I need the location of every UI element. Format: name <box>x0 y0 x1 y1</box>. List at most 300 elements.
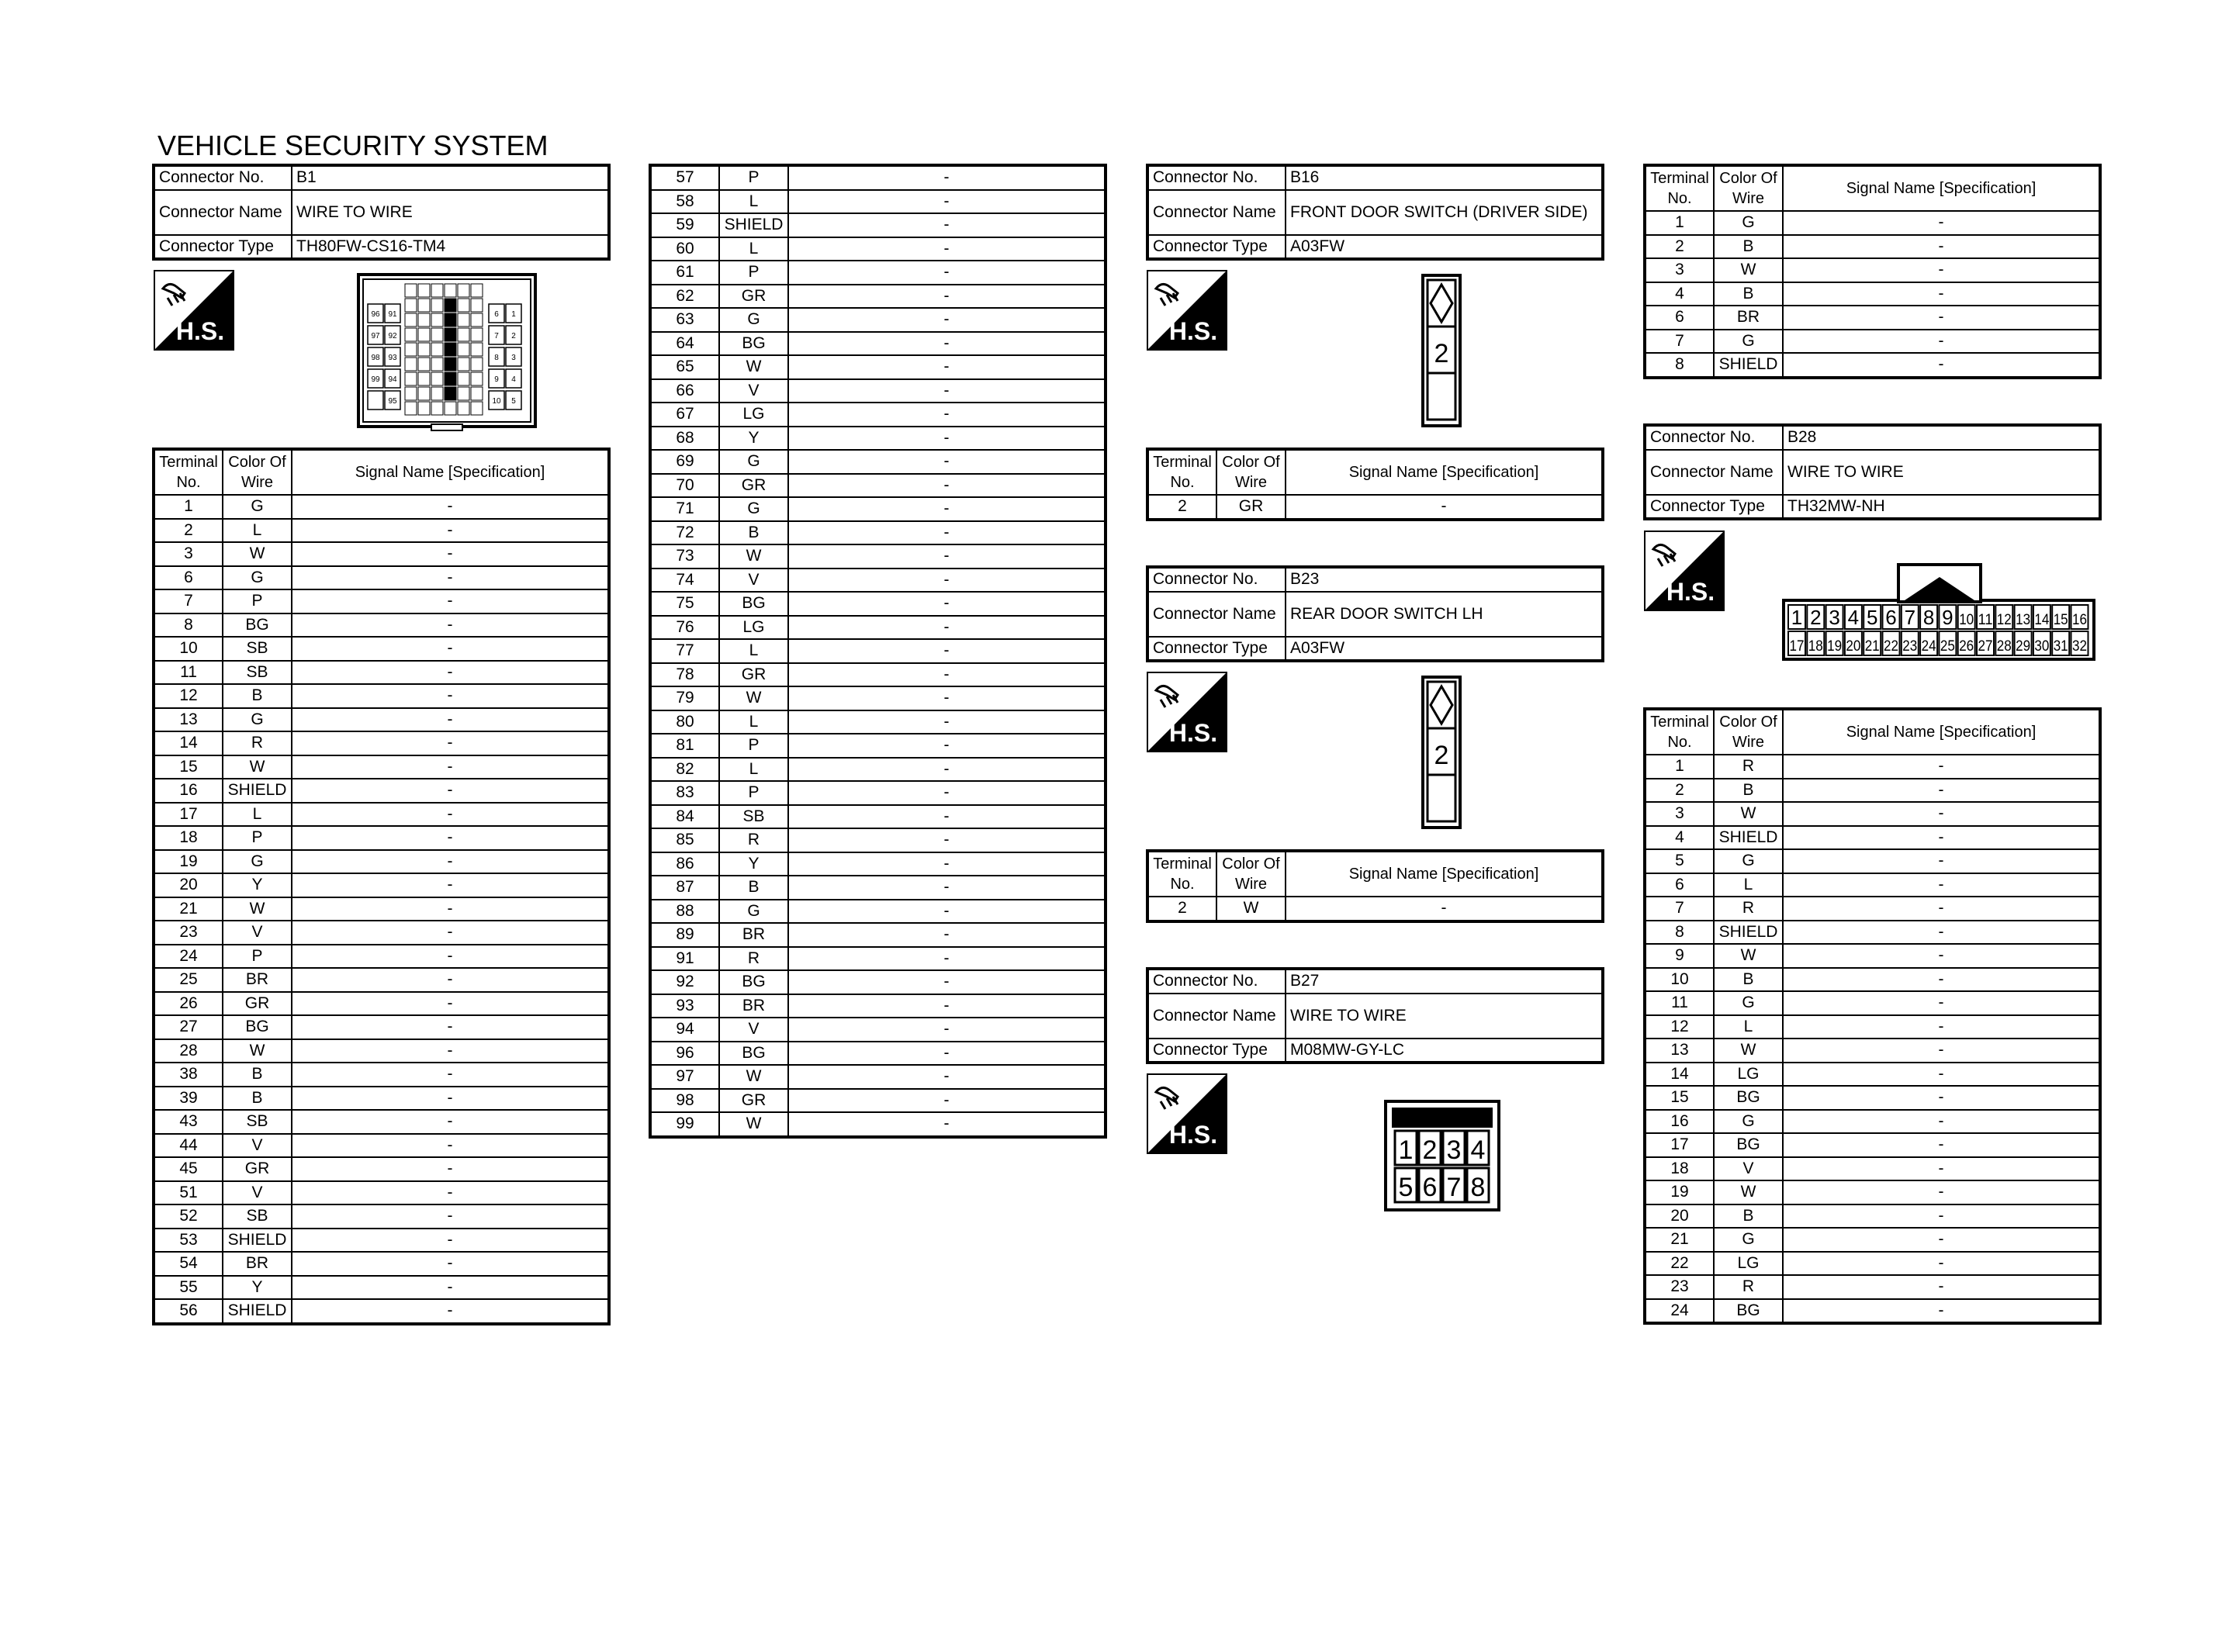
cavity-label: 11 <box>1978 612 1993 628</box>
cavity <box>458 328 469 341</box>
cavity-label: 9 <box>1942 606 1954 629</box>
wire-color-cell: W <box>223 755 292 779</box>
cavity <box>431 313 443 327</box>
terminal-cell: 7 <box>1645 330 1714 354</box>
terminal-cell: 88 <box>650 900 719 924</box>
header-terminal: Terminal No. <box>1147 851 1216 897</box>
terminal-cell: 2 <box>1147 897 1216 921</box>
table-row <box>650 758 1106 782</box>
signal-cell: - <box>292 1134 609 1158</box>
wire-color-cell: W <box>719 686 788 710</box>
wire-color-cell: BR <box>719 994 788 1018</box>
connector-diagram-b28 <box>1782 562 2095 661</box>
terminal-cell: 18 <box>154 826 223 850</box>
signal-cell: - <box>292 1087 609 1111</box>
wire-color-cell: BG <box>223 613 292 638</box>
cavity-label: 27 <box>1978 638 1993 655</box>
table-row <box>650 900 1106 924</box>
terminal-cell: 6 <box>1645 306 1714 330</box>
signal-cell: - <box>292 589 609 613</box>
cavity <box>431 328 443 341</box>
wire-color-cell: W <box>1714 802 1783 826</box>
wire-color-cell: V <box>719 379 788 403</box>
table-row <box>1645 306 2100 330</box>
signal-cell: - <box>292 1299 609 1324</box>
wire-color-cell: SHIELD <box>223 1229 292 1253</box>
table-row <box>650 1112 1106 1137</box>
terminal-cell: 68 <box>650 427 719 451</box>
terminal-cell: 24 <box>1645 1299 1714 1324</box>
wire-color-cell: W <box>223 1039 292 1063</box>
terminal-cell: 10 <box>154 637 223 661</box>
wire-color-cell: G <box>719 497 788 521</box>
table-row <box>1645 991 2100 1015</box>
header-color: Color Of Wire <box>1216 449 1286 495</box>
terminal-cell: 99 <box>650 1112 719 1137</box>
cavity-label: 14 <box>2034 612 2050 628</box>
label-connector-no: Connector No. <box>1645 425 1783 450</box>
cavity <box>405 284 417 297</box>
label-connector-name: Connector Name <box>1147 592 1286 637</box>
harness-side-icon <box>1147 270 1227 351</box>
header-color: Color Of Wire <box>1714 165 1783 211</box>
terminal-cell: 70 <box>650 474 719 498</box>
cavity-label: 6 <box>1885 606 1897 629</box>
wire-color-cell: SB <box>223 637 292 661</box>
table-row <box>1645 1063 2100 1087</box>
terminal-cell: 28 <box>154 1039 223 1063</box>
terminal-cell: 17 <box>154 803 223 827</box>
pin-table-b23 <box>1146 849 1604 923</box>
signal-cell: - <box>292 850 609 874</box>
terminal-cell: 1 <box>154 495 223 519</box>
wire-color-cell: Y <box>719 427 788 451</box>
cavity <box>418 387 430 400</box>
signal-cell: - <box>1783 944 2100 968</box>
wire-color-cell: W <box>223 542 292 566</box>
connector-no-value: B28 <box>1783 425 2100 450</box>
signal-cell: - <box>292 566 609 590</box>
signal-cell: - <box>292 613 609 638</box>
table-row <box>154 1299 609 1324</box>
cavity <box>418 372 430 385</box>
cavity <box>418 328 430 341</box>
terminal-cell: 79 <box>650 686 719 710</box>
table-row <box>650 1089 1106 1113</box>
connector-latch <box>431 424 462 430</box>
header-signal: Signal Name [Specification] <box>292 449 609 495</box>
hs-label: H.S. <box>1168 317 1218 345</box>
label-connector-name: Connector Name <box>154 190 292 235</box>
connector-type-value: TH32MW-NH <box>1783 495 2100 520</box>
wire-color-cell: R <box>223 731 292 755</box>
cavity-label: 12 <box>1996 612 2012 628</box>
cavity <box>458 372 469 385</box>
table-row <box>650 947 1106 971</box>
table-row <box>1645 258 2100 282</box>
table-row <box>650 639 1106 663</box>
header-terminal: Terminal No. <box>1645 709 1714 755</box>
wire-color-cell: G <box>1714 849 1783 873</box>
cavity-label: 1 <box>1791 606 1803 629</box>
terminal-cell: 26 <box>154 992 223 1016</box>
table-row <box>650 403 1106 427</box>
table-row <box>650 805 1106 829</box>
pin-table-b1-b <box>649 164 1107 1139</box>
table-row <box>650 427 1106 451</box>
cavity <box>418 284 430 297</box>
table-row <box>650 970 1106 994</box>
signal-cell: - <box>292 873 609 897</box>
terminal-cell: 16 <box>154 779 223 803</box>
terminal-cell: 87 <box>650 876 719 900</box>
wire-color-cell: G <box>719 900 788 924</box>
cavity-label: 8 <box>494 354 499 362</box>
cavity <box>471 402 483 415</box>
cavity <box>418 343 430 356</box>
wire-color-cell: L <box>1714 1015 1783 1039</box>
terminal-cell: 63 <box>650 308 719 332</box>
terminal-cell: 8 <box>154 613 223 638</box>
signal-cell: - <box>788 521 1106 545</box>
table-row <box>154 1181 609 1205</box>
harness-side-icon <box>1644 531 1725 611</box>
signal-cell: - <box>788 544 1106 569</box>
signal-cell: - <box>292 1229 609 1253</box>
harness-side-icon <box>154 270 234 351</box>
signal-cell: - <box>788 427 1106 451</box>
terminal-cell: 15 <box>1645 1086 1714 1110</box>
cavity <box>445 313 456 327</box>
cavity <box>405 299 417 312</box>
cavity <box>445 372 456 385</box>
table-row <box>650 994 1106 1018</box>
table-row <box>154 968 609 992</box>
table-row <box>650 592 1106 616</box>
signal-cell: - <box>1783 1180 2100 1204</box>
signal-cell: - <box>1783 1063 2100 1087</box>
signal-cell: - <box>788 663 1106 687</box>
table-row <box>650 876 1106 900</box>
table-row <box>650 734 1106 758</box>
table-row <box>154 992 609 1016</box>
signal-cell: - <box>292 1015 609 1039</box>
hs-label: H.S. <box>1168 1121 1218 1149</box>
terminal-cell: 69 <box>650 450 719 474</box>
table-row <box>1645 849 2100 873</box>
signal-cell: - <box>1783 211 2100 235</box>
signal-cell: - <box>1783 897 2100 921</box>
terminal-cell: 89 <box>650 923 719 947</box>
table-row <box>1645 944 2100 968</box>
cavity-label: 93 <box>388 354 397 362</box>
wire-color-cell: L <box>1714 873 1783 897</box>
connector-name-value: WIRE TO WIRE <box>292 190 609 235</box>
wire-color-cell: SHIELD <box>1714 921 1783 945</box>
table-row <box>154 921 609 945</box>
wire-color-cell: G <box>719 450 788 474</box>
cavity-label: 30 <box>2034 638 2050 655</box>
wire-color-cell: B <box>1714 282 1783 306</box>
table-row <box>154 589 609 613</box>
cavity-label: 26 <box>1959 638 1974 655</box>
connector-type-value: A03FW <box>1286 235 1603 260</box>
signal-cell: - <box>292 1157 609 1181</box>
wire-color-cell: B <box>1714 779 1783 803</box>
wire-color-cell: SHIELD <box>223 1299 292 1324</box>
signal-cell: - <box>1783 921 2100 945</box>
terminal-cell: 4 <box>1645 282 1714 306</box>
table-row <box>650 569 1106 593</box>
signal-cell: - <box>788 1042 1106 1066</box>
connector-name-value: WIRE TO WIRE <box>1286 994 1603 1039</box>
wire-color-cell: V <box>719 1018 788 1042</box>
terminal-cell: 8 <box>1645 353 1714 378</box>
cavity <box>471 284 483 297</box>
signal-cell: - <box>788 805 1106 829</box>
terminal-cell: 43 <box>154 1110 223 1134</box>
table-row <box>154 1087 609 1111</box>
wire-color-cell: L <box>719 190 788 214</box>
signal-cell: - <box>1783 1299 2100 1324</box>
table-row <box>650 213 1106 237</box>
label-connector-name: Connector Name <box>1147 994 1286 1039</box>
connector-diagram-b16 <box>1421 274 1462 427</box>
table-row <box>1645 921 2100 945</box>
terminal-cell: 66 <box>650 379 719 403</box>
terminal-cell: 71 <box>650 497 719 521</box>
wire-color-cell: BG <box>1714 1133 1783 1157</box>
cavity-label: 92 <box>388 332 397 340</box>
wire-color-cell: L <box>719 639 788 663</box>
signal-cell: - <box>788 497 1106 521</box>
signal-cell: - <box>788 710 1106 734</box>
terminal-cell: 13 <box>1645 1039 1714 1063</box>
table-row <box>1645 897 2100 921</box>
cavity <box>418 402 430 415</box>
signal-cell: - <box>292 826 609 850</box>
wire-color-cell: W <box>719 1112 788 1137</box>
cavity-label: 15 <box>2053 612 2068 628</box>
wire-color-cell: W <box>1714 1039 1783 1063</box>
signal-cell: - <box>788 686 1106 710</box>
connector-lock-bar <box>1392 1108 1493 1128</box>
cavity <box>471 387 483 400</box>
wire-color-cell: W <box>1714 258 1783 282</box>
terminal-cell: 3 <box>1645 802 1714 826</box>
signal-cell: - <box>1783 755 2100 779</box>
wire-color-cell: P <box>719 261 788 285</box>
terminal-cell: 81 <box>650 734 719 758</box>
hs-label: H.S. <box>1666 578 1715 606</box>
cavity <box>471 328 483 341</box>
terminal-cell: 2 <box>154 519 223 543</box>
table-row <box>154 1015 609 1039</box>
signal-cell: - <box>292 1276 609 1300</box>
table-row <box>650 1042 1106 1066</box>
wire-color-cell: P <box>719 734 788 758</box>
cavity <box>471 372 483 385</box>
wire-color-cell: P <box>223 945 292 969</box>
signal-cell: - <box>1783 306 2100 330</box>
table-row <box>650 165 1106 190</box>
table-row <box>154 1134 609 1158</box>
terminal-cell: 53 <box>154 1229 223 1253</box>
cavity-label: 5 <box>1866 606 1878 629</box>
label-connector-type: Connector Type <box>1147 637 1286 662</box>
terminal-cell: 52 <box>154 1204 223 1229</box>
wire-color-cell: GR <box>1216 495 1286 520</box>
cavity <box>445 284 456 297</box>
cavity-label: 5 <box>511 397 516 406</box>
cavity-label: 13 <box>2016 612 2031 628</box>
wire-color-cell: V <box>223 1181 292 1205</box>
table-row <box>650 686 1106 710</box>
table-row <box>154 684 609 708</box>
table-row <box>1645 1086 2100 1110</box>
terminal-cell: 20 <box>1645 1204 1714 1229</box>
terminal-cell: 64 <box>650 332 719 356</box>
cavity-label: 3 <box>511 354 516 362</box>
wire-color-cell: GR <box>719 663 788 687</box>
terminal-cell: 75 <box>650 592 719 616</box>
terminal-cell: 14 <box>1645 1063 1714 1087</box>
cavity-label: 98 <box>371 354 380 362</box>
cavity-label: 22 <box>1884 638 1898 655</box>
table-row <box>154 779 609 803</box>
cavity-label: 16 <box>2072 612 2087 628</box>
signal-cell: - <box>292 921 609 945</box>
signal-cell: - <box>788 379 1106 403</box>
signal-cell: - <box>788 639 1106 663</box>
table-row <box>1645 1015 2100 1039</box>
cavity-label: 94 <box>388 375 397 384</box>
table-row <box>650 190 1106 214</box>
table-row <box>154 1110 609 1134</box>
wire-color-cell: B <box>1714 968 1783 992</box>
cavity <box>368 391 383 410</box>
table-row <box>1645 1180 2100 1204</box>
table-row <box>1645 1204 2100 1229</box>
cavity-label: 29 <box>2016 638 2031 655</box>
terminal-cell: 23 <box>1645 1275 1714 1299</box>
table-row <box>650 663 1106 687</box>
signal-cell: - <box>788 332 1106 356</box>
terminal-cell: 2 <box>1645 779 1714 803</box>
terminal-cell: 62 <box>650 285 719 309</box>
cavity-label: 28 <box>1996 638 2012 655</box>
signal-cell: - <box>788 828 1106 852</box>
signal-cell: - <box>788 261 1106 285</box>
wire-color-cell: B <box>223 1087 292 1111</box>
cavity-label: 9 <box>494 375 499 384</box>
signal-cell: - <box>292 992 609 1016</box>
table-row <box>650 237 1106 261</box>
terminal-cell: 4 <box>1645 826 1714 850</box>
signal-cell: - <box>788 355 1106 379</box>
wire-color-cell: BG <box>1714 1299 1783 1324</box>
wire-color-cell: P <box>223 589 292 613</box>
cavity-label: 99 <box>371 375 380 384</box>
terminal-cell: 56 <box>154 1299 223 1324</box>
terminal-cell: 82 <box>650 758 719 782</box>
connector-diagram-b1 <box>357 273 537 432</box>
wire-color-cell: G <box>1714 330 1783 354</box>
cavity-label: 19 <box>1827 638 1843 655</box>
wire-color-cell: R <box>1714 755 1783 779</box>
terminal-cell: 44 <box>154 1134 223 1158</box>
cavity <box>431 372 443 385</box>
signal-cell: - <box>1783 1275 2100 1299</box>
signal-cell: - <box>1783 1086 2100 1110</box>
connector-info-b16 <box>1146 164 1604 261</box>
terminal-cell: 39 <box>154 1087 223 1111</box>
cavity-label: 18 <box>1808 638 1823 655</box>
table-row <box>650 521 1106 545</box>
connector-diagram-b23 <box>1421 676 1462 829</box>
cavity-label: 7 <box>1904 606 1916 629</box>
terminal-cell: 80 <box>650 710 719 734</box>
signal-cell: - <box>292 803 609 827</box>
table-row <box>1645 1252 2100 1276</box>
signal-cell: - <box>788 592 1106 616</box>
table-row <box>154 1204 609 1229</box>
terminal-cell: 85 <box>650 828 719 852</box>
terminal-cell: 5 <box>1645 849 1714 873</box>
terminal-cell: 18 <box>1645 1157 1714 1181</box>
signal-cell: - <box>788 190 1106 214</box>
terminal-cell: 13 <box>154 708 223 732</box>
table-row <box>154 1229 609 1253</box>
cavity <box>445 328 456 341</box>
terminal-cell: 94 <box>650 1018 719 1042</box>
terminal-cell: 11 <box>1645 991 1714 1015</box>
terminal-cell: 6 <box>154 566 223 590</box>
signal-cell: - <box>788 1089 1106 1113</box>
pin-table-b1-a <box>152 448 611 1325</box>
terminal-cell: 6 <box>1645 873 1714 897</box>
terminal-cell: 8 <box>1645 921 1714 945</box>
terminal-cell: 73 <box>650 544 719 569</box>
connector-no-value: B23 <box>1286 567 1603 592</box>
wire-color-cell: W <box>1714 944 1783 968</box>
cavity-label: 8 <box>1470 1173 1486 1202</box>
cavity <box>405 387 417 400</box>
wire-color-cell: LG <box>719 616 788 640</box>
signal-cell: - <box>1783 779 2100 803</box>
table-row <box>1645 1157 2100 1181</box>
terminal-cell: 21 <box>154 897 223 921</box>
signal-cell: - <box>292 731 609 755</box>
terminal-cell: 27 <box>154 1015 223 1039</box>
cavity <box>431 387 443 400</box>
table-row <box>650 1018 1106 1042</box>
signal-cell: - <box>788 970 1106 994</box>
label-connector-no: Connector No. <box>1147 567 1286 592</box>
signal-cell: - <box>788 403 1106 427</box>
cavity <box>405 372 417 385</box>
signal-cell: - <box>292 968 609 992</box>
signal-cell: - <box>788 947 1106 971</box>
signal-cell: - <box>1783 282 2100 306</box>
wire-color-cell: L <box>719 758 788 782</box>
wire-color-cell: G <box>1714 1110 1783 1134</box>
wire-color-cell: BG <box>1714 1086 1783 1110</box>
terminal-cell: 14 <box>154 731 223 755</box>
signal-cell: - <box>292 684 609 708</box>
terminal-cell: 55 <box>154 1276 223 1300</box>
wire-color-cell: Y <box>719 852 788 876</box>
